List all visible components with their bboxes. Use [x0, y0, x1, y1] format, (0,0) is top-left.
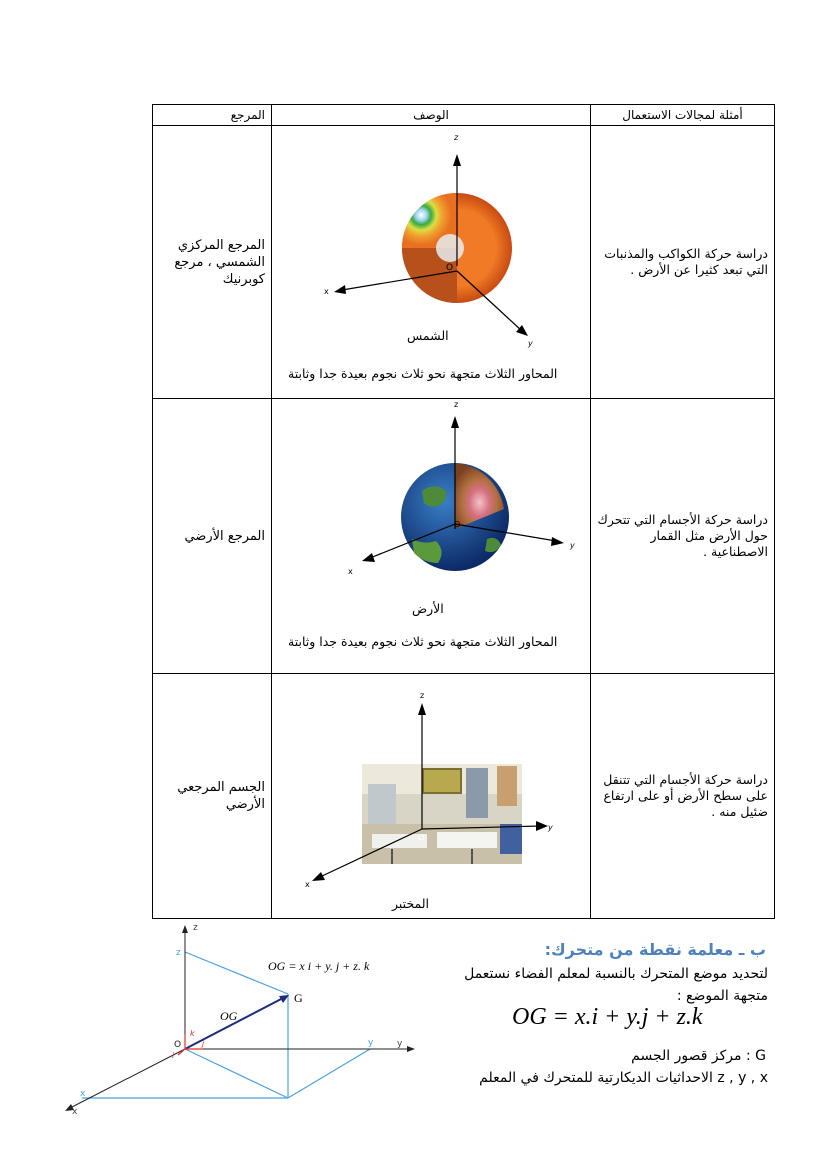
table-row: [153, 674, 775, 919]
origin-label: O: [446, 263, 454, 273]
y-arrow-icon: [407, 1046, 415, 1052]
construction-lines: [82, 952, 370, 1098]
z-label: z: [454, 400, 459, 409]
unit-i-label: i: [172, 1051, 175, 1060]
z-axis-label: z: [193, 923, 198, 933]
object-label: الأرض: [412, 601, 444, 616]
header-description: الوصف: [272, 105, 591, 126]
reference-name: الجسم المرجعي الأرضي: [153, 674, 272, 919]
sun-frame-diagram: [272, 126, 591, 398]
unit-j-label: j: [202, 1039, 205, 1048]
table-row: [153, 126, 775, 399]
description-cell: [272, 126, 591, 399]
table-header-row: [153, 105, 775, 126]
coord-x-label: x: [80, 1089, 86, 1099]
x-arrow-icon: [334, 285, 346, 294]
y-label: y: [528, 339, 533, 348]
section-heading: ب ـ معلمة نقطة من متحرك:: [544, 940, 766, 959]
y-axis-label: y: [397, 1039, 403, 1049]
position-vector-formula: OG = x.i + y.j + z.k: [512, 1004, 703, 1030]
application-text: دراسة حركة الأجسام التي تتنقل على سطح الأرض أو على ارتفاع ضئيل منه .: [591, 674, 775, 919]
axes-note: المحاور الثلاث متجهة نحو ثلاث نجوم بعيدة جدا وثابتة: [288, 366, 558, 381]
x-label: x: [305, 880, 310, 889]
z-arrow-icon: [418, 703, 426, 715]
reference-frames-table: [152, 104, 775, 919]
table-row: [153, 399, 775, 674]
laboratory-photo: [362, 764, 522, 864]
continent: [412, 539, 442, 563]
y-label: y: [548, 823, 553, 832]
y-label: y: [570, 541, 575, 550]
z-arrow-icon: [451, 416, 459, 428]
x-axis-label: x: [72, 1107, 78, 1117]
reference-name: المرجع المركزي الشمسي ، مرجع كوبرنيك: [153, 126, 272, 399]
sun-center: [436, 234, 464, 262]
application-text: دراسة حركة الكواكب والمذنبات التي تبعد كثيرا عن الأرض .: [591, 126, 775, 399]
x-label: x: [324, 287, 329, 296]
point-label: G: [294, 991, 303, 1005]
coord-z-label: z: [176, 948, 181, 958]
position-vector: [185, 997, 285, 1049]
laboratory-frame-diagram: [272, 674, 591, 918]
z-arrow-icon: [453, 154, 461, 166]
earth-frame-diagram: [272, 399, 591, 673]
description-cell: [272, 399, 591, 674]
position-vector-section: [0, 918, 827, 1168]
figure-vector-label: OG: [220, 1009, 238, 1023]
object-label: الشمس: [407, 328, 449, 343]
reference-name: المرجع الأرضي: [153, 399, 272, 674]
y-arrow-icon: [536, 821, 548, 831]
x-axis: [70, 1049, 185, 1108]
x-arrow-icon: [312, 872, 325, 881]
x-label: x: [348, 567, 353, 576]
coord-y-label: y: [368, 1038, 374, 1048]
figure-vector-formula: OG = x i + y. j + z. k: [268, 959, 370, 973]
origin-label: O: [418, 833, 425, 842]
origin-label: O: [454, 520, 461, 529]
unit-k-label: k: [190, 1029, 195, 1038]
z-arrow-icon: [182, 925, 188, 933]
description-cell: [272, 674, 591, 919]
z-label: z: [454, 133, 459, 142]
intro-line-2: متجهة الموضع :: [676, 988, 768, 1004]
origin-label: O: [174, 1040, 182, 1050]
axes-note: المحاور الثلاث متجهة نحو ثلاث نجوم بعيدة جدا وثابتة: [288, 634, 558, 649]
z-label: z: [420, 691, 425, 700]
application-text: دراسة حركة الأجسام التي تتحرك حول الأرض مثل القمار الاصطناعية .: [591, 399, 775, 674]
definition-g: G : مركز قصور الجسم: [631, 1048, 766, 1064]
y-arrow-icon: [551, 537, 564, 546]
object-label: المختبر: [392, 896, 430, 911]
header-reference: المرجع: [153, 105, 272, 126]
cartesian-figure: [60, 922, 420, 1122]
intro-line-1: لتحديد موضع المتحرك بالنسبة لمعلم الفضاء نستعمل: [464, 966, 768, 982]
x-arrow-icon: [362, 553, 375, 562]
header-applications: أمثلة لمجالات الاستعمال: [591, 105, 775, 126]
definition-coordinates: z , y , x الاحداثيات الديكارتية للمتحرك في المعلم: [479, 1070, 768, 1086]
